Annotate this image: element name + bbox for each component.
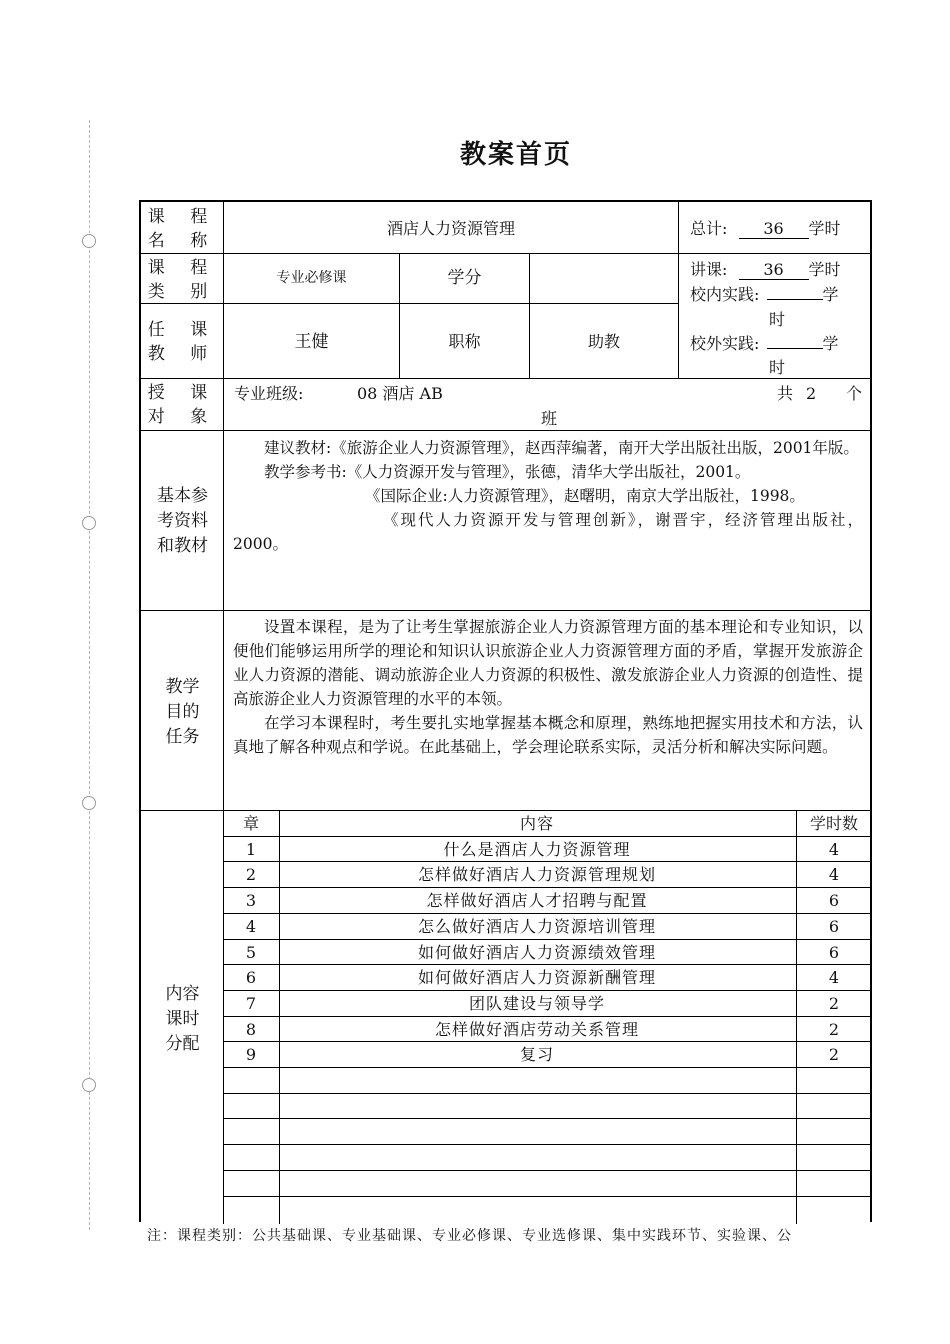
content-cell: 如何做好酒店人力资源绩效管理: [417, 942, 656, 962]
campus-practice-hours: [690, 283, 870, 307]
class-count-prefix: 共: [777, 384, 794, 403]
hours-cell: 2: [828, 1019, 840, 1039]
rule: [141, 430, 872, 431]
hours-cell: [796, 1068, 872, 1094]
table-row: [224, 1171, 872, 1197]
chapter-cell: 1: [245, 839, 257, 859]
content-cell: 什么是酒店人力资源管理: [443, 839, 631, 859]
class-count: 2: [806, 384, 817, 403]
table-rule: [224, 990, 872, 991]
lecture-hours-label: 讲课:: [690, 260, 728, 279]
rule: [529, 253, 530, 378]
reference-textbook: 建议教材:《旅游企业人力资源管理》，赵西萍编著，南开大学出版社出版，2001年版。: [264, 439, 859, 457]
lecture-hours-unit: 学时: [808, 260, 841, 279]
table-rule: [224, 887, 872, 888]
table-rule: [224, 1118, 872, 1119]
content-cell: 如何做好酒店人力资源新酬管理: [417, 968, 656, 988]
class-value: 08 酒店 AB: [357, 384, 443, 403]
table-rule: [224, 1041, 872, 1042]
total-hours-label: 总计:: [690, 219, 728, 238]
offcampus-practice-hours: [690, 332, 870, 356]
objectives-label: 教学目的任务: [165, 677, 200, 747]
page-title: 教案首页: [459, 140, 572, 170]
table-row: [224, 1145, 872, 1171]
hours-cell: [796, 1171, 872, 1197]
table-row: [224, 1017, 872, 1043]
table-rule: [224, 1144, 872, 1145]
offcampus-practice-unit-wrap: 时: [769, 358, 786, 377]
content-cell: [279, 1068, 795, 1094]
lecture-hours: [690, 258, 870, 282]
content-cell: [279, 1171, 795, 1197]
binding-hole: [82, 796, 96, 810]
course-name-label: 课 程 名 称: [147, 207, 218, 251]
campus-practice-unit: 学: [822, 285, 839, 304]
hours-cell: [796, 1197, 872, 1223]
table-rule: [224, 1196, 872, 1197]
hours-cell: 6: [828, 942, 840, 962]
binding-hole: [82, 234, 96, 248]
campus-practice-unit-wrap: 时: [769, 310, 786, 329]
table-rule: [279, 810, 280, 1224]
content-cell: 复习: [519, 1045, 554, 1065]
hours-cell: 4: [828, 968, 840, 988]
total-hours: [690, 217, 870, 241]
table-row: [224, 965, 872, 991]
content-cell: 怎么做好酒店人力资源培训管理: [417, 916, 656, 936]
offcampus-practice-label: 校外实践:: [690, 334, 760, 353]
teacher-label: 任 课 教 师: [147, 320, 218, 364]
lecture-hours-value: 36: [739, 261, 809, 280]
table-row: [224, 1042, 872, 1068]
table-row: [224, 1119, 872, 1145]
hours-cell: 2: [828, 1045, 840, 1065]
hours-cell: [796, 1145, 872, 1171]
audience-label: 授 课 对 象: [147, 383, 218, 427]
table-row: [224, 1197, 872, 1223]
objectives-paragraph: 设置本课程，是为了让考生掌握旅游企业人力资源管理方面的基本理论和专业知识，以便他们能够运用所学的理论和知识认识旅游企业人力资源管理方面的矛盾，掌握开发旅游企业人力资源的潜能、调动旅游企业人力资源的积极性、激发旅游企业人力资源的创造性、提高旅游企业人力资源管理的水平的本领。: [233, 618, 863, 708]
table-rule: [224, 836, 872, 837]
teacher-title: 助教: [587, 332, 620, 351]
table-rule: [224, 964, 872, 965]
campus-practice-label: 校内实践:: [690, 285, 760, 304]
table-row: [224, 862, 872, 888]
table-rule: [224, 1093, 872, 1094]
content-cell: [279, 1197, 795, 1223]
chapter-cell: 9: [245, 1045, 257, 1065]
objectives-content: [233, 615, 863, 759]
references-label: 基本参考资料和教材: [157, 486, 208, 556]
col-header-hours: 学时数: [809, 814, 858, 833]
campus-practice-value: [767, 299, 823, 300]
chapter-cell: [224, 1094, 278, 1120]
objectives-paragraph: 在学习本课程时，考生要扎实地掌握基本概念和原理，熟练地把握实用技术和方法，认真地了解各种观点和学说。在此基础上，学会理论联系实际，灵活分析和解决实际问题。: [233, 714, 863, 756]
total-hours-value: 36: [739, 220, 809, 239]
binding-hole: [82, 516, 96, 530]
total-hours-unit: 学时: [808, 219, 841, 238]
table-rule: [224, 913, 872, 914]
hours-cell: 6: [828, 916, 840, 936]
offcampus-practice-unit: 学: [822, 334, 839, 353]
content-cell: 团队建设与领导学: [468, 993, 605, 1013]
table-row: [224, 1068, 872, 1094]
table-row: [224, 914, 872, 940]
chapter-cell: [224, 1197, 278, 1223]
table-rule: [224, 1067, 872, 1068]
table-rule: [224, 1016, 872, 1017]
chapter-cell: 3: [245, 891, 257, 911]
hours-cell: 2: [828, 993, 840, 1013]
chapter-cell: [224, 1068, 278, 1094]
schedule-label: 内容课时分配: [165, 984, 200, 1054]
rule: [678, 253, 872, 254]
reference-book-2: 《国际企业:人力资源管理》，赵曙明，南京大学出版社，1998。: [365, 487, 805, 505]
chapter-cell: 8: [245, 1019, 257, 1039]
hours-cell: 4: [828, 839, 840, 859]
binding-line: [89, 120, 90, 1230]
chapter-cell: [224, 1171, 278, 1197]
rule: [678, 202, 679, 378]
chapter-cell: [224, 1145, 278, 1171]
table-rule: [224, 861, 872, 862]
table-rule: [796, 810, 797, 1224]
content-cell: [279, 1145, 795, 1171]
chapter-cell: 7: [245, 993, 257, 1013]
course-category-label: 课 程 类 别: [147, 258, 218, 302]
teacher-title-label: 职称: [448, 332, 481, 351]
offcampus-practice-value: [767, 348, 823, 349]
table-row: [224, 940, 872, 966]
course-name: 酒店人力资源管理: [386, 219, 515, 238]
content-cell: 怎样做好酒店劳动关系管理: [434, 1019, 639, 1039]
content-cell: [279, 1119, 795, 1145]
table-row: [224, 837, 872, 863]
references-content: [233, 436, 863, 556]
chapter-cell: 6: [245, 968, 257, 988]
col-header-chapter: 章: [242, 814, 259, 833]
content-cell: [279, 1094, 795, 1120]
col-header-content: 内容: [519, 814, 554, 833]
hours-cell: 4: [828, 865, 840, 885]
chapter-cell: 5: [245, 942, 257, 962]
chapter-cell: 4: [245, 916, 257, 936]
table-row: [224, 888, 872, 914]
rule: [141, 610, 872, 611]
table-row: [224, 1094, 872, 1120]
content-cell: 怎样做好酒店人才招聘与配置: [426, 891, 648, 911]
chapter-cell: 2: [245, 865, 257, 885]
table-header-row: [224, 811, 872, 837]
teacher-name: 王健: [294, 332, 329, 352]
chapter-cell: [224, 1119, 278, 1145]
binding-hole: [82, 1078, 96, 1092]
class-count-unit-wrap: 班: [541, 409, 558, 428]
hours-cell: [796, 1119, 872, 1145]
lesson-plan-form: [139, 200, 872, 1222]
course-category: 专业必修课: [276, 270, 347, 286]
class-label: 专业班级:: [234, 384, 304, 403]
table-row: [224, 991, 872, 1017]
footnote: 注：课程类别：公共基础课、专业基础课、专业必修课、专业选修课、集中实践环节、实验课、公: [147, 1228, 792, 1244]
credit-label: 学分: [447, 268, 482, 288]
rule: [141, 378, 872, 379]
hours-cell: 6: [828, 891, 840, 911]
reference-book-3: 《现代人力资源开发与管理创新》，谢晋宇，经济管理出版社，2000。: [233, 511, 863, 553]
reference-book-1: 教学参考书:《人力资源开发与管理》，张德，清华大学出版社，2001。: [264, 463, 751, 481]
class-count-unit: 个: [846, 384, 863, 403]
table-rule: [224, 1170, 872, 1171]
table-rule: [224, 939, 872, 940]
rule: [141, 253, 678, 254]
hours-cell: [796, 1094, 872, 1120]
content-cell: 怎样做好酒店人力资源管理规划: [417, 865, 656, 885]
